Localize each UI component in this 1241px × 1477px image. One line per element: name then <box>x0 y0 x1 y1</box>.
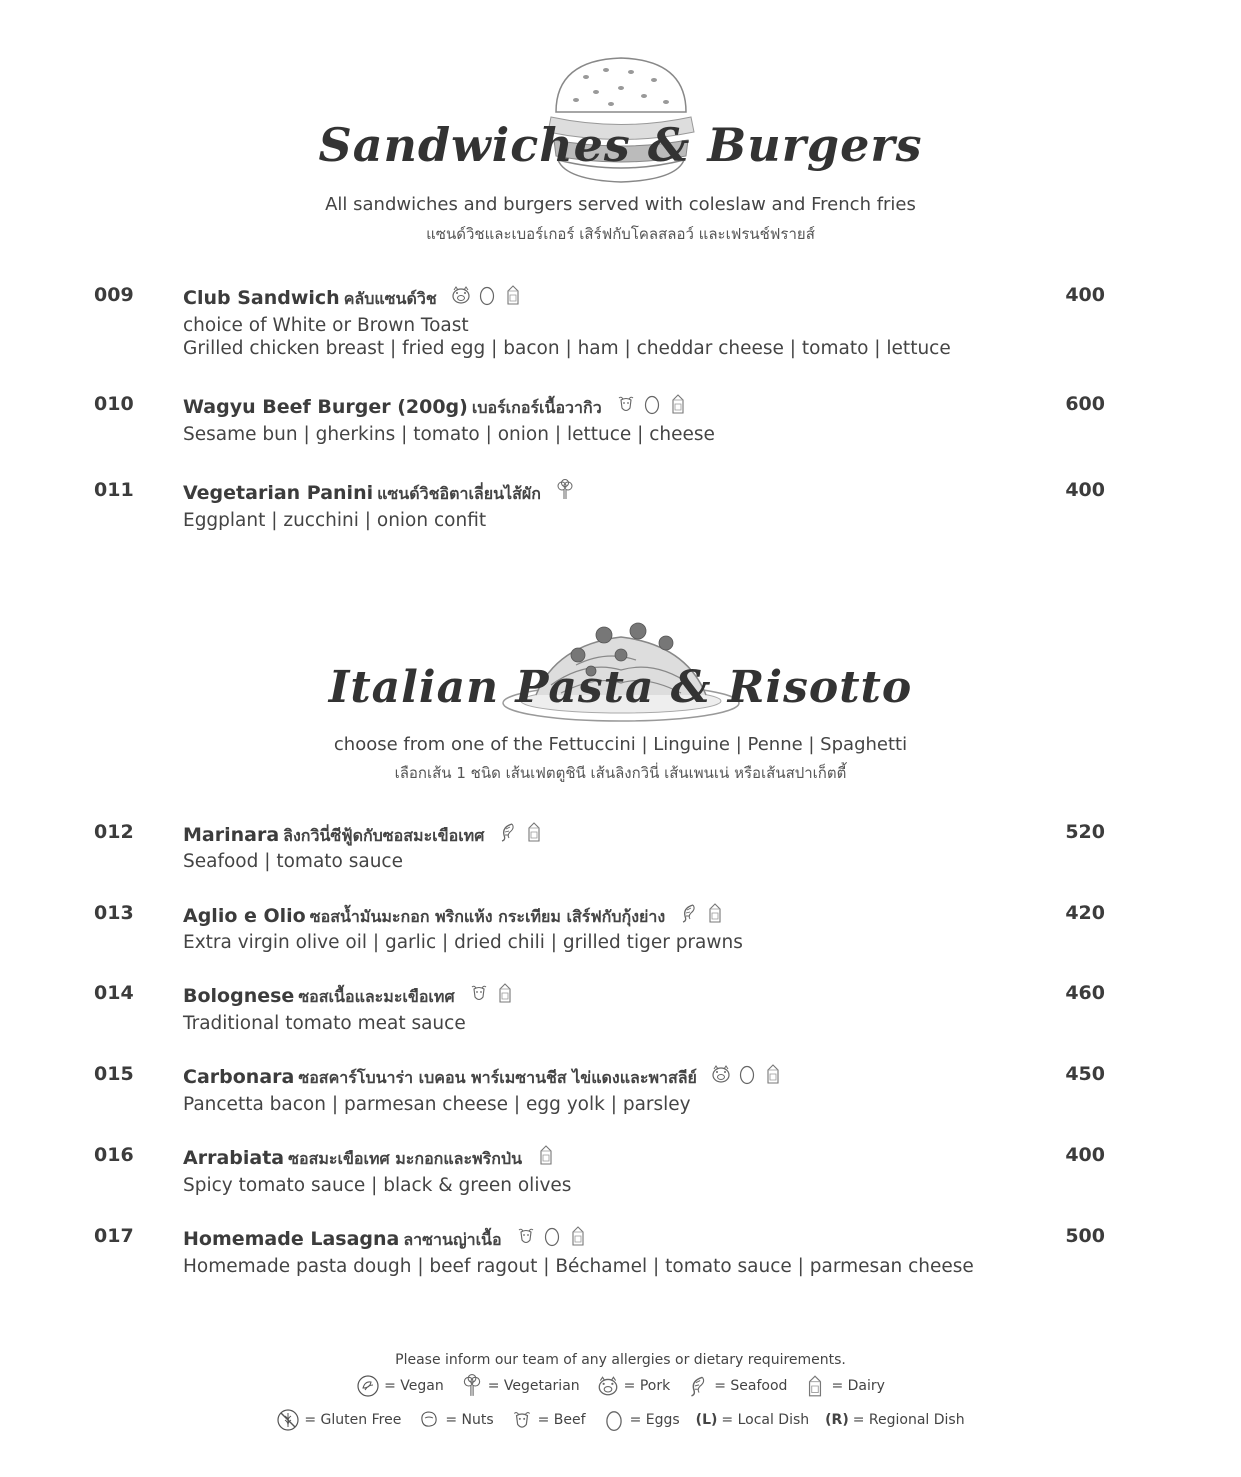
vegetarian-icon <box>555 479 575 501</box>
item-thai-name: แซนด์วิชอิตาเลี่ยนไส้ผัก <box>377 484 541 503</box>
item-description-line: choice of White or Brown Toast <box>183 315 469 336</box>
item-code: 013 <box>94 902 134 924</box>
item-name: Vegetarian Panini <box>183 482 374 504</box>
item-icons <box>498 821 544 843</box>
item-price: 500 <box>1065 1225 1105 1247</box>
item-code: 011 <box>94 479 134 501</box>
item-name: Aglio e Olio <box>183 905 306 927</box>
item-code: 009 <box>94 284 134 306</box>
legend-row <box>0 1374 1241 1398</box>
legend-label: = Gluten Free <box>304 1412 402 1428</box>
dairy-icon <box>536 1144 556 1166</box>
item-name-line <box>183 1225 588 1253</box>
legend-label: = Seafood <box>714 1378 788 1394</box>
dairy-icon <box>568 1225 588 1247</box>
legend-item-dairy <box>803 1374 884 1398</box>
nuts-icon <box>417 1408 441 1432</box>
item-name-line <box>183 284 523 312</box>
legend-tag: (R) <box>825 1412 849 1428</box>
vegan-icon <box>356 1374 380 1398</box>
item-icons <box>469 982 515 1004</box>
dairy-icon <box>524 821 544 843</box>
item-price: 520 <box>1065 821 1105 843</box>
item-icons <box>555 479 575 501</box>
seafood-icon <box>686 1374 710 1398</box>
legend-item-vegan <box>356 1374 444 1398</box>
legend-label: = Vegetarian <box>487 1378 580 1394</box>
pork-icon <box>711 1063 731 1085</box>
pork-icon <box>451 284 471 306</box>
item-thai-name: ลิงกวินี่ซีฟู้ดกับซอสมะเขือเทศ <box>283 826 485 845</box>
item-name-line <box>183 393 688 421</box>
legend-item-gluten-free <box>276 1408 401 1432</box>
legend-label: = Dairy <box>831 1378 885 1394</box>
item-icons <box>711 1063 783 1085</box>
item-code: 016 <box>94 1144 134 1166</box>
item-thai-name: คลับแซนด์วิช <box>343 289 437 308</box>
legend-label: = Eggs <box>629 1412 680 1428</box>
item-icons <box>451 284 523 306</box>
section-subtitle-th: เลือกเส้น 1 ชนิด เส้นเฟตตูชินี เส้นลิงกวินี่ เส้นเพนเน่ หรือเส้นสปาเก็ตตี้ <box>394 764 847 782</box>
item-code: 015 <box>94 1063 134 1085</box>
beef-icon <box>516 1225 536 1247</box>
seafood-icon <box>679 902 699 924</box>
item-icons <box>516 1225 588 1247</box>
item-thai-name: ซอสน้ำมันมะกอก พริกแห้ง กระเทียม เสิร์ฟกับกุ้งย่าง <box>309 907 666 926</box>
item-name: Bolognese <box>183 985 295 1007</box>
section-title: Sandwiches & Burgers <box>318 118 923 172</box>
legend-label: = Regional Dish <box>852 1412 965 1428</box>
item-price: 400 <box>1065 479 1105 501</box>
item-name: Arrabiata <box>183 1147 285 1169</box>
item-name-line <box>183 821 544 849</box>
legend-tag: (L) <box>695 1412 718 1428</box>
gluten-free-icon <box>276 1408 300 1432</box>
item-price: 400 <box>1065 284 1105 306</box>
allergy-note: Please inform our team of any allergies or dietary requirements. <box>395 1352 846 1368</box>
legend-label: = Pork <box>623 1378 671 1394</box>
item-code: 014 <box>94 982 134 1004</box>
beef-icon <box>616 393 636 415</box>
item-description-line: Spicy tomato sauce | black & green olives <box>183 1175 572 1196</box>
item-price: 400 <box>1065 1144 1105 1166</box>
item-description-line: Eggplant | zucchini | onion confit <box>183 510 487 531</box>
beef-icon <box>510 1408 534 1432</box>
item-name-line <box>183 479 575 507</box>
legend-label: = Beef <box>537 1412 586 1428</box>
item-code: 010 <box>94 393 134 415</box>
item-name: Marinara <box>183 824 280 846</box>
item-thai-name: ลาซานญ่าเนื้อ <box>403 1230 502 1249</box>
legend-item-vegetarian <box>460 1374 580 1398</box>
legend-row <box>0 1408 1241 1432</box>
section-subtitle-th: แซนด์วิชและเบอร์เกอร์ เสิร์ฟกับโคลสลอว์ และเฟรนช์ฟรายส์ <box>426 225 815 243</box>
seafood-icon <box>498 821 518 843</box>
section-subtitle-en: choose from one of the Fettuccini | Linguine | Penne | Spaghetti <box>333 734 908 755</box>
dairy-icon <box>803 1374 827 1398</box>
item-description-line: Seafood | tomato sauce <box>183 851 403 872</box>
legend-item-eggs <box>602 1408 680 1432</box>
item-name: Carbonara <box>183 1066 295 1088</box>
item-thai-name: ซอสมะเขือเทศ มะกอกและพริกป่น <box>288 1149 522 1168</box>
dairy-icon <box>495 982 515 1004</box>
beef-icon <box>469 982 489 1004</box>
item-description-line: Pancetta bacon | parmesan cheese | egg yolk | parsley <box>183 1094 691 1115</box>
egg-icon <box>477 284 497 306</box>
dairy-icon <box>705 902 725 924</box>
dairy-icon <box>668 393 688 415</box>
legend-item-pork <box>596 1374 671 1398</box>
vegetarian-icon <box>460 1374 484 1398</box>
item-description-line: Traditional tomato meat sauce <box>183 1013 466 1034</box>
item-name-line <box>183 1063 783 1091</box>
legend-item-regional-dish <box>825 1412 964 1428</box>
item-icons <box>679 902 725 924</box>
legend-label: = Local Dish <box>721 1412 810 1428</box>
item-thai-name: เบอร์เกอร์เนื้อวากิว <box>471 398 602 417</box>
dairy-icon <box>503 284 523 306</box>
item-price: 450 <box>1065 1063 1105 1085</box>
egg-icon <box>602 1408 626 1432</box>
item-thai-name: ซอสคาร์โบนาร่า เบคอน พาร์เมซานชีส ไข่แดงและพาสลีย์ <box>298 1068 697 1087</box>
egg-icon <box>542 1225 562 1247</box>
item-thai-name: ซอสเนื้อและมะเขือเทศ <box>298 987 455 1006</box>
egg-icon <box>737 1063 757 1085</box>
legend-label: = Vegan <box>384 1378 444 1394</box>
item-icons <box>616 393 688 415</box>
item-description-line: Grilled chicken breast | fried egg | bacon | ham | cheddar cheese | tomato | lettuce <box>183 338 951 359</box>
item-icons <box>536 1144 556 1166</box>
item-name: Homemade Lasagna <box>183 1228 400 1250</box>
item-code: 017 <box>94 1225 134 1247</box>
item-name-line <box>183 902 725 930</box>
item-description-line: Extra virgin olive oil | garlic | dried chili | grilled tiger prawns <box>183 932 743 953</box>
section-subtitle-en: All sandwiches and burgers served with coleslaw and French fries <box>325 194 916 215</box>
legend-item-beef <box>510 1408 586 1432</box>
item-description-line: Sesame bun | gherkins | tomato | onion | lettuce | cheese <box>183 424 715 445</box>
item-code: 012 <box>94 821 134 843</box>
legend-label: = Nuts <box>445 1412 494 1428</box>
item-price: 460 <box>1065 982 1105 1004</box>
item-name: Club Sandwich <box>183 287 340 309</box>
item-name-line <box>183 982 515 1010</box>
egg-icon <box>642 393 662 415</box>
item-price: 600 <box>1065 393 1105 415</box>
legend-item-seafood <box>686 1374 787 1398</box>
section-title: Italian Pasta & Risotto <box>328 662 913 713</box>
legend-item-nuts <box>417 1408 493 1432</box>
dairy-icon <box>763 1063 783 1085</box>
legend-item-local-dish <box>696 1412 809 1428</box>
item-name: Wagyu Beef Burger (200g) <box>183 396 468 418</box>
item-name-line <box>183 1144 556 1172</box>
item-description-line: Homemade pasta dough | beef ragout | Béchamel | tomato sauce | parmesan cheese <box>183 1256 974 1277</box>
item-price: 420 <box>1065 902 1105 924</box>
pork-icon <box>596 1374 620 1398</box>
